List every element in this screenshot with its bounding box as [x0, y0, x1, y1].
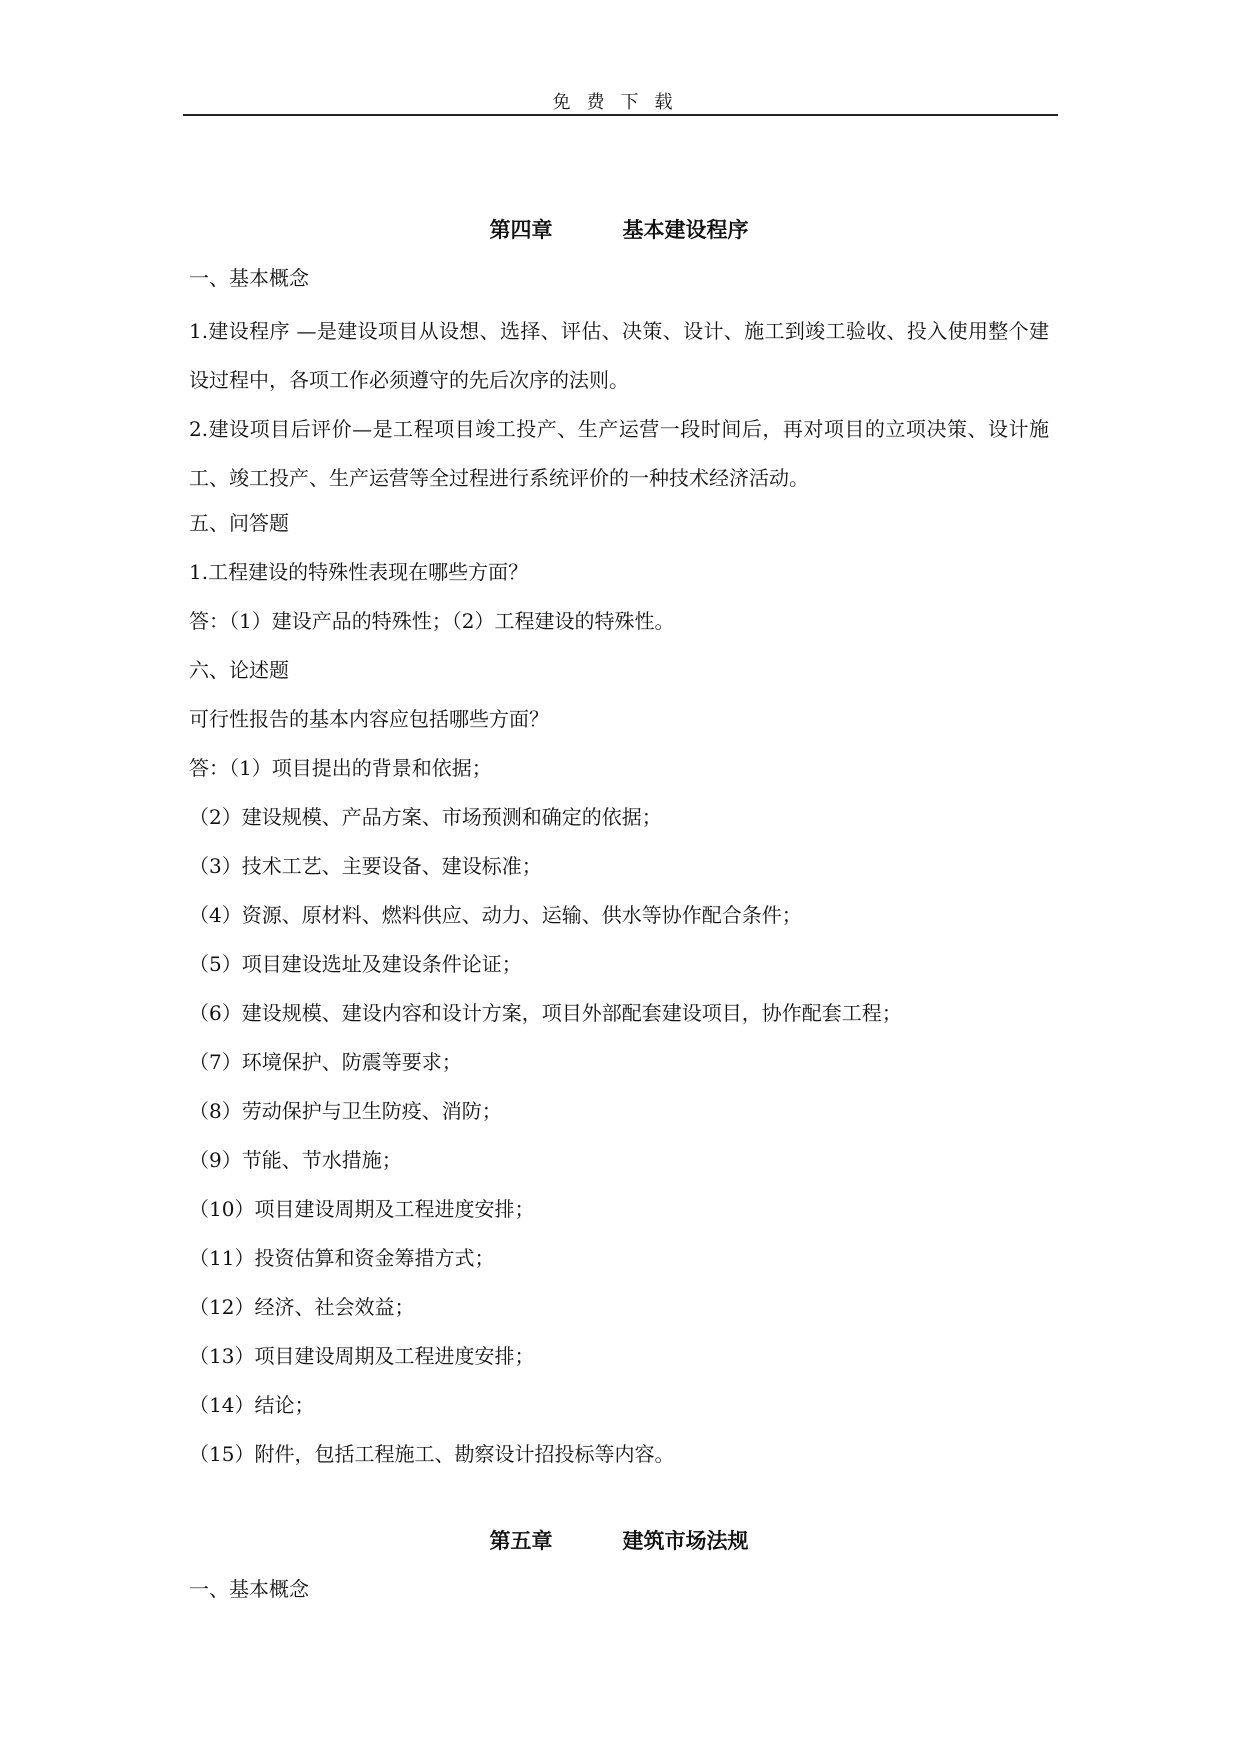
list-item: （12）经济、社会效益； — [189, 1295, 415, 1319]
definition-1: 1.建设程序 —是建设项目从设想、选择、评估、决策、设计、施工到竣工验收、投入使用整个建设过程中，各项工作必须遵守的先后次序的法则。 — [189, 319, 1049, 392]
list-item: （5）项目建设选址及建设条件论证； — [189, 952, 522, 976]
list-item: （6）建设规模、建设内容和设计方案，项目外部配套建设项目，协作配套工程； — [189, 1001, 902, 1025]
list-item: （3）技术工艺、主要设备、建设标准； — [189, 854, 542, 878]
page-header: 免费下载 — [552, 92, 689, 113]
chapter-5-title — [189, 1521, 1049, 1561]
section-heading-concepts: 一、基本概念 — [189, 266, 309, 290]
list-item: 答：（1）项目提出的背景和依据； — [189, 756, 492, 780]
header-rule — [183, 114, 1058, 116]
list-item: （14）结论； — [189, 1393, 315, 1417]
definition-2: 2.建设项目后评价—是工程项目竣工投产、生产运营一段时间后，再对项目的立项决策、设计施工、竣工投产、生产运营等全过程进行系统评价的一种技术经济活动。 — [189, 417, 1049, 490]
chapter-number: 第五章 — [489, 1528, 553, 1553]
list-item: （10）项目建设周期及工程进度安排； — [189, 1197, 535, 1221]
list-item: （8）劳动保护与卫生防疫、消防； — [189, 1099, 502, 1123]
chapter-name: 基本建设程序 — [622, 217, 749, 242]
list-item: （11）投资估算和资金筹措方式； — [189, 1246, 495, 1270]
chapter-name: 建筑市场法规 — [622, 1528, 749, 1553]
section-heading-qa: 五、问答题 — [189, 511, 289, 535]
list-item: （15）附件，包括工程施工、勘察设计招投标等内容。 — [189, 1442, 675, 1466]
list-item: （7）环境保护、防震等要求； — [189, 1050, 462, 1074]
section-heading-concepts: 一、基本概念 — [189, 1577, 309, 1601]
list-item: （4）资源、原材料、燃料供应、动力、运输、供水等协作配合条件； — [189, 903, 802, 927]
page-content — [189, 210, 1049, 1618]
list-item: （9）节能、节水措施； — [189, 1148, 402, 1172]
answer-1: 答：（1）建设产品的特殊性；（2）工程建设的特殊性。 — [189, 609, 675, 633]
section-heading-essay: 六、论述题 — [189, 658, 289, 682]
question-1: 1.工程建设的特殊性表现在哪些方面？ — [189, 560, 529, 584]
question-2: 可行性报告的基本内容应包括哪些方面？ — [189, 707, 549, 731]
list-item: （13）项目建设周期及工程进度安排； — [189, 1344, 535, 1368]
chapter-4-title — [189, 210, 1049, 250]
list-item: （2）建设规模、产品方案、市场预测和确定的依据； — [189, 805, 662, 829]
chapter-number: 第四章 — [489, 217, 553, 242]
answer-2-list — [189, 748, 1049, 1483]
